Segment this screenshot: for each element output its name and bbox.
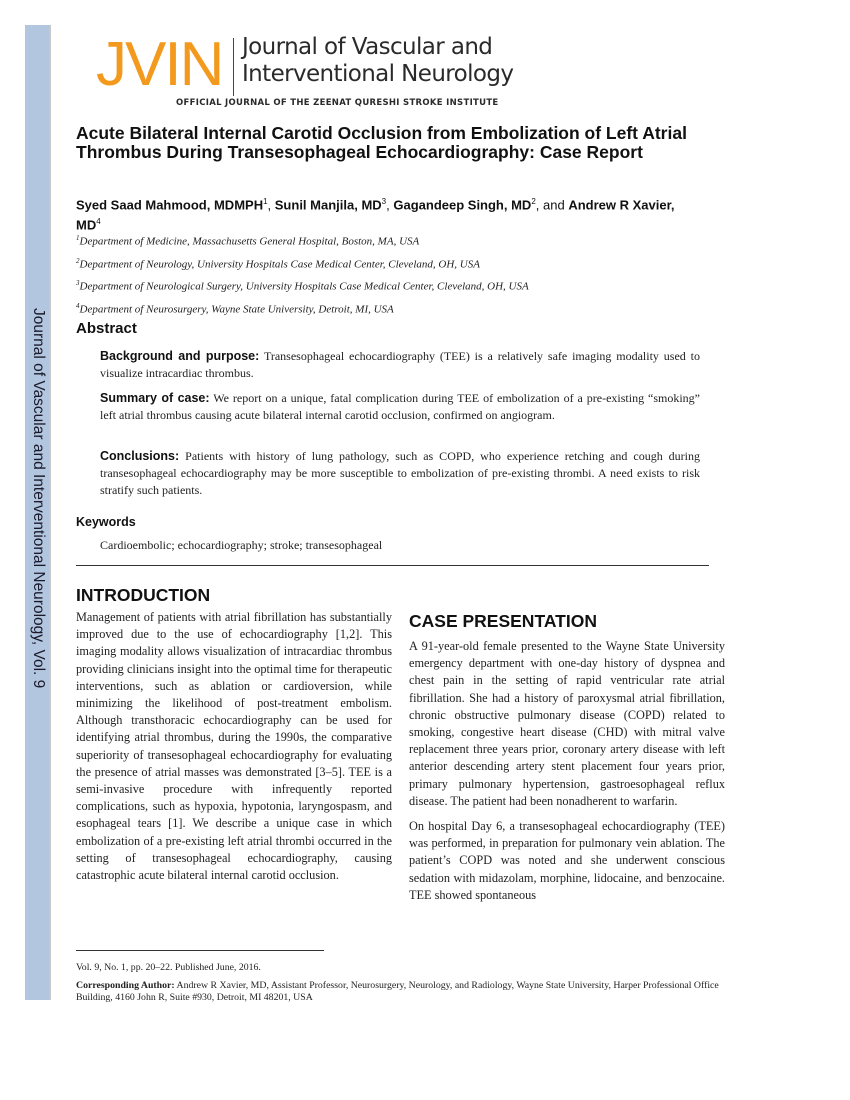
article-title: Acute Bilateral Internal Carotid Occlusion from Embolization of Left Atrial Thrombus During Transesophageal Echocardiography: Case Report <box>76 123 687 162</box>
author-affil-sup: 2 <box>531 197 536 206</box>
author-affil-sup: 1 <box>263 197 268 206</box>
keywords-heading: Keywords <box>76 515 136 529</box>
author-name: Syed Saad Mahmood, MDMPH <box>76 197 264 213</box>
abstract-summary-label: Summary of case: <box>100 391 210 405</box>
affiliation-item: $^1$Department of Medicine, Massachusetts General Hospital, Boston, MA, USA <box>76 234 420 248</box>
author-name: Andrew R Xavier, MD <box>76 197 675 233</box>
journal-logo <box>96 30 576 110</box>
journal-name-line-1: Journal of Vascular and <box>242 34 493 60</box>
affiliation-item: $^4$Department of Neurosurgery, Wayne State University, Detroit, MI, USA <box>76 301 394 316</box>
abstract-conclusions-label: Conclusions: <box>100 449 180 463</box>
journal-name <box>242 34 513 88</box>
affiliation-item: $^2$Department of Neurology, University Hospitals Case Medical Center, Cleveland, OH, USA <box>76 256 480 271</box>
abstract-conclusions: Conclusions: Patients with history of lung pathology, such as COPD, who experience retching and cough during transesophageal echocardiography may be more susceptible to embolization of pre-existing thrombi. A need exists to risk stratify such patients. <box>100 449 700 497</box>
footnote-divider <box>76 950 324 951</box>
affiliations <box>76 229 696 320</box>
keywords-list: Cardioembolic; echocardiography; stroke; transesophageal <box>100 538 383 552</box>
abstract-background-label: Background and purpose: <box>100 349 260 363</box>
abstract-heading: Abstract <box>76 320 137 337</box>
case-presentation-body <box>409 638 725 912</box>
abstract-background: Background and purpose: Transesophageal echocardiography (TEE) is a relatively safe imaging modality used to visualize intracardiac thrombus. <box>100 349 700 380</box>
author-affil-sup: 4 <box>96 217 101 227</box>
affiliation-item: $^3$Department of Neurological Surgery, University Hospitals Case Medical Center, Cleveland, OH, USA <box>76 279 529 293</box>
author-affil-sup: 3 <box>381 197 387 206</box>
abstract-summary: Summary of case: We report on a unique, fatal complication during TEE of embolization of a pre-existing “smoking” left atrial thrombus causing acute bilateral internal carotid occlusion, confirmed on angiogram. <box>100 391 700 422</box>
author-name: Sunil Manjila, MD <box>274 197 382 213</box>
introduction-paragraph: Management of patients with atrial fibrillation has substantially improved due to the use of echocardiography [1,2]. This imaging modality allows visualization of intracardiac thrombus providing clinicians insight into the optimal time for therapeutic interventions, such as ablation or cardioversion, while minimizing the likelihood of post-treatment embolism. Although transthoracic echocardiography can be used for identifying atrial thrombus, during the 1990s, the comparative superiority of transesophageal echocardiography for evaluating the presence of atrial masses was demonstrated [3–5]. TEE is a semi-invasive procedure with infrequently reported complications, such as hypoxia, hypotonia, laryngospasm, and esophageal tears [1]. We describe a unique case in which embolization of a pre-existing left atrial thrombi occurred in the setting of transesophageal echocardiography, causing catastrophic acute bilateral internal carotid occlusion. <box>76 610 392 883</box>
introduction-heading: INTRODUCTION <box>76 585 211 605</box>
corresponding-author: Corresponding Author: Andrew R Xavier, MD, Assistant Professor, Neurosurgery, Neurology, and Radiology, Wayne State University, Harper Professional Office Building, 4160 John R, Suite #930, Detroit, MI 48201, USA <box>76 980 719 1003</box>
author-name: Gagandeep Singh, MD <box>393 197 532 213</box>
case-paragraph: On hospital Day 6, a transesophageal echocardiography (TEE) was performed, in preparation for pulmonary vein ablation. The patient’s COPD was noted and she underwent conscious sedation with midazolam, morphine, lidocaine, and benzocaine. TEE showed spontaneous <box>409 819 725 902</box>
author-list: Syed Saad Mahmood, MDMPH$^1$, Sunil Manjila, $MD^3$, Gagandeep Singh, $MD^2$, and Andrew R Xavier, $MD^4$ <box>76 197 675 233</box>
journal-subtitle: OFFICIAL JOURNAL OF THE ZEENAT QURESHI STROKE INSTITUTE <box>176 98 499 108</box>
abstract-divider <box>76 565 709 566</box>
journal-name-line-2: Interventional Neurology <box>242 61 514 87</box>
case-paragraph: A 91-year-old female presented to the Wayne State University emergency department with one-day history of dyspnea and chest pain in the setting of rapid ventricular rate atrial fibrillation. She had a history of paroxysmal atrial fibrillation, chronic obstructive pulmonary disease (COPD) related to smoking, congestive heart disease (CHD) with mitral valve replacement three years prior, coronary artery disease with left anterior descending artery stent placement four years prior, primary pulmonary hypertension, gastroesophageal reflux disease. The patient had been nonadherent to warfarin. <box>409 639 725 808</box>
corresponding-author-label: Corresponding Author: <box>76 980 175 991</box>
jvin-logo-mark: JVIN <box>96 30 223 99</box>
introduction-body <box>76 609 392 892</box>
citation-line: Vol. 9, No. 1, pp. 20–22. Published June, 2016. <box>76 962 261 973</box>
case-presentation-heading: CASE PRESENTATION <box>409 611 597 631</box>
logo-divider <box>233 38 234 96</box>
running-title: Journal of Vascular and Interventional Neurology, Vol. 9 <box>30 308 47 689</box>
